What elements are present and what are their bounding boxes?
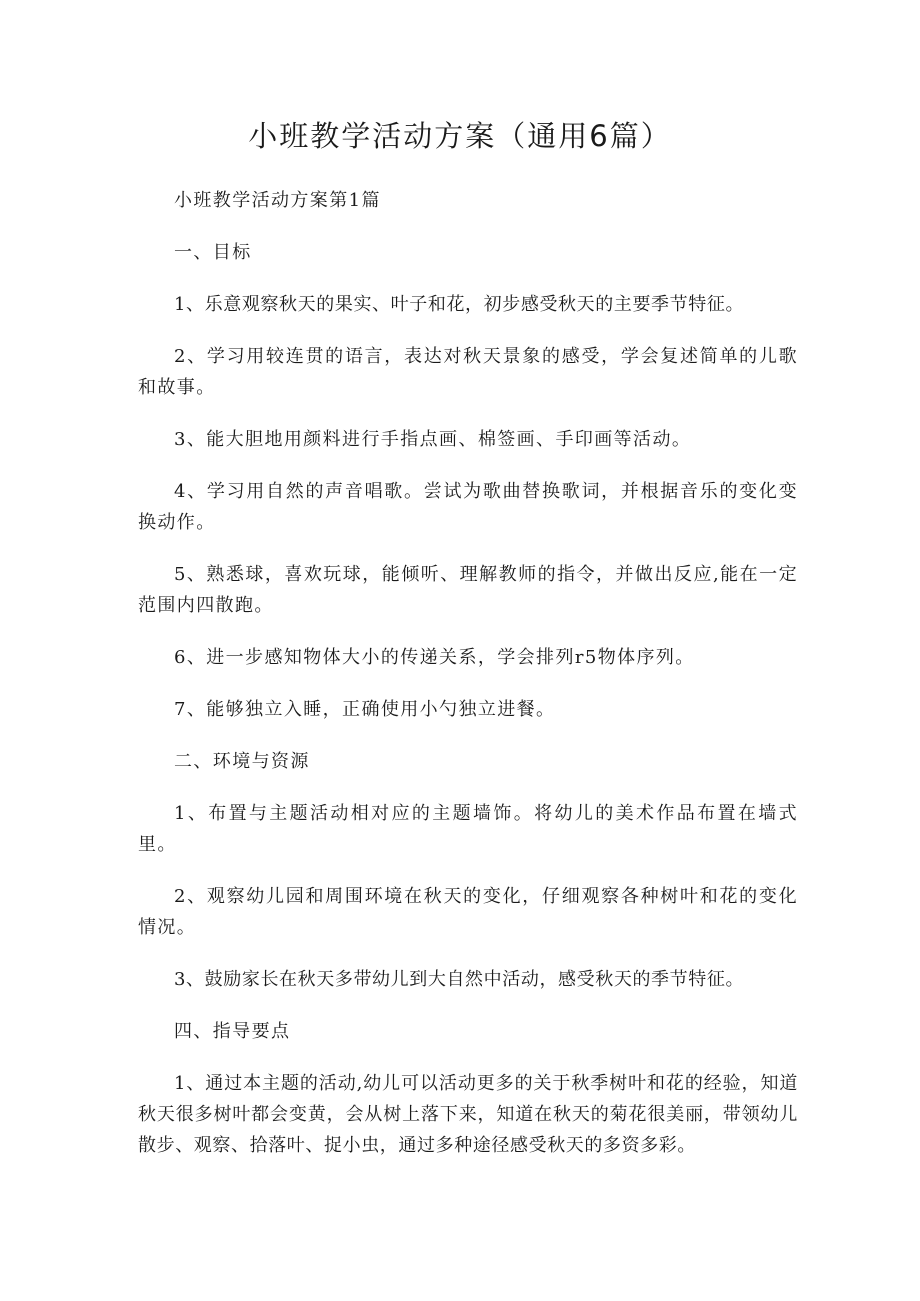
page-title: 小班教学活动方案（通用6篇） xyxy=(248,119,672,153)
goal-item-1: 1、乐意观察秋天的果实、叶子和花，初步感受秋天的主要季节特征。 xyxy=(174,294,745,315)
environment-item-3: 3、鼓励家长在秋天多带幼儿到大自然中活动，感受秋天的季节特征。 xyxy=(174,969,745,990)
section-heading-goals: 一、目标 xyxy=(174,242,252,263)
goal-item-3: 3、能大胆地用颜料进行手指点画、棉签画、手印画等活动。 xyxy=(174,429,692,450)
goal-item-6: 6、进一步感知物体大小的传递关系，学会排列r5物体序列。 xyxy=(174,647,695,668)
goal-item-2: 2、学习用较连贯的语言，表达对秋天景象的感受，学会复述简单的儿歌和故事。 xyxy=(138,346,798,398)
environment-item-1: 1、布置与主题活动相对应的主题墙饰。将幼儿的美术作品布置在墙式里。 xyxy=(138,803,798,855)
section-heading-environment: 二、环境与资源 xyxy=(174,751,310,772)
goal-item-7: 7、能够独立入睡，正确使用小勺独立进餐。 xyxy=(174,699,556,720)
guidance-item-1: 1、通过本主题的活动,幼儿可以活动更多的关于秋季树叶和花的经验，知道秋天很多树叶都会变黄，会从树上落下来，知道在秋天的菊花很美丽，带领幼儿散步、观察、拾落叶、捉小虫，通过多种途径感受秋天的多资多彩。 xyxy=(138,1073,798,1156)
goal-item-4: 4、学习用自然的声音唱歌。尝试为歌曲替换歌词，并根据音乐的变化变换动作。 xyxy=(138,481,798,533)
section-heading-guidance: 四、指导要点 xyxy=(174,1021,291,1042)
section-heading-article-1: 小班教学活动方案第1篇 xyxy=(174,190,381,211)
document-body xyxy=(138,185,798,1161)
goal-item-5: 5、熟悉球，喜欢玩球，能倾听、理解教师的指令，并做出反应,能在一定范围内四散跑。 xyxy=(138,564,798,616)
environment-item-2: 2、观察幼儿园和周围环境在秋天的变化，仔细观察各种树叶和花的变化情况。 xyxy=(138,886,798,938)
